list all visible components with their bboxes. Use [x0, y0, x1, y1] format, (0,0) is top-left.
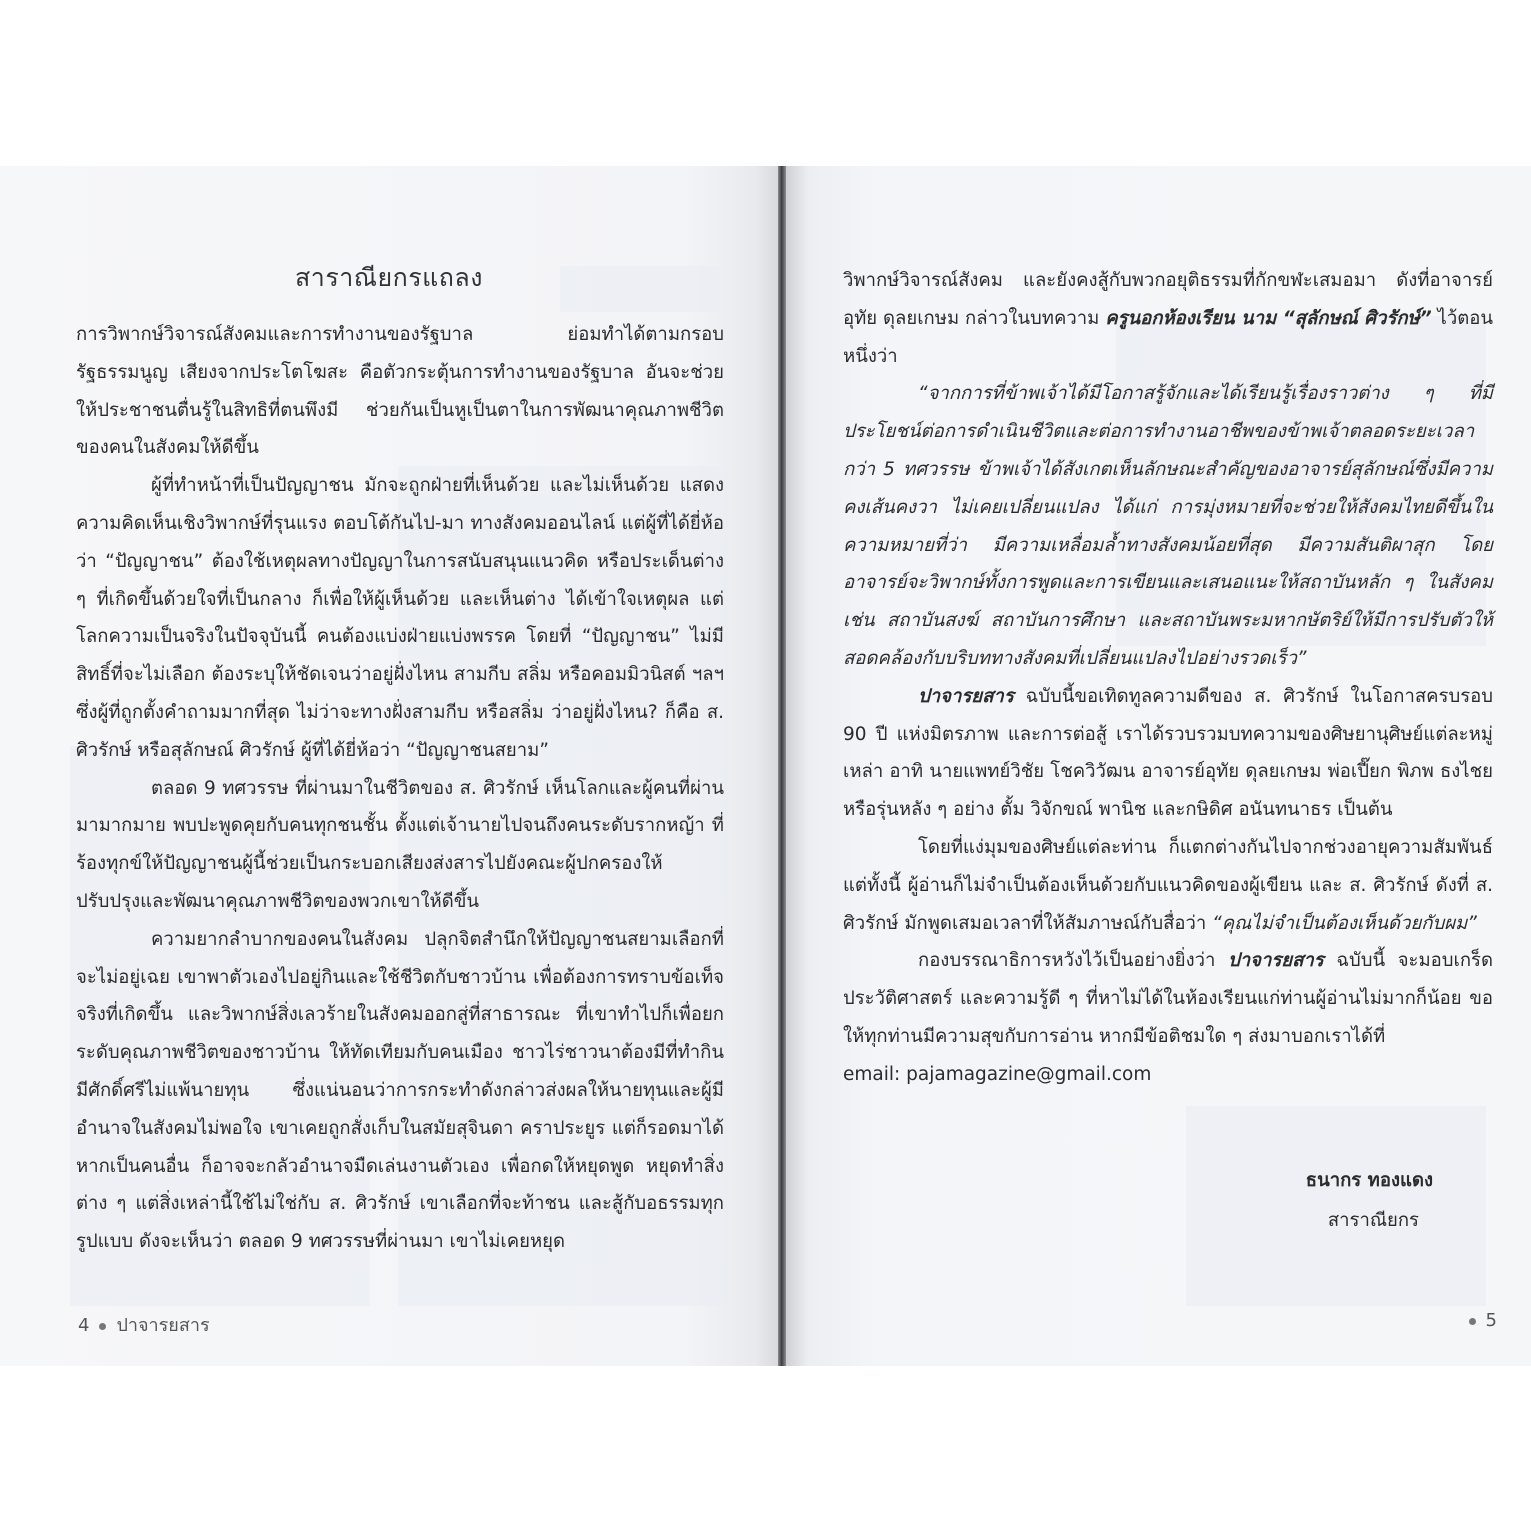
bullet-dot-icon — [1469, 1318, 1476, 1325]
magazine-name: ปาจารยสาร — [1227, 950, 1324, 972]
folio-left — [78, 1310, 210, 1339]
bullet-dot-icon — [99, 1323, 106, 1330]
text-run: กองบรรณาธิการหวังไว้เป็นอย่างยิ่งว่า — [918, 950, 1228, 972]
quote-run: “คุณไม่จำเป็นต้องเห็นด้วยกับผม” — [1212, 912, 1477, 934]
text-run: ฉบับนี้ จะมอบเกร็ดประวัติศาสตร์ และความรู้ดี ๆ ที่หาไม่ได้ในห้องเรียนแก่ท่านผู้อ่านไม่มากก็น้อย ขอให้ทุกท่านมีความสุขกับการอ่าน หากมีข้อติชมใด ๆ ส่งมาบอกเราได้ที่ — [843, 950, 1493, 1047]
signature-role: สาราณียกร — [1327, 1210, 1419, 1231]
magazine-name: ปาจารยสาร — [918, 685, 1014, 707]
paragraph: การวิพากษ์วิจารณ์สังคมและการทำงานของรัฐบาล ย่อมทำได้ตามกรอบรัฐธรรมนูญ เสียงจากประโตโฆสะ คือตัวกระตุ้นการทำงานของรัฐบาล อันจะช่วยให้ประชาชนตื่นรู้ในสิทธิที่ตนพึงมี ช่วยกันเป็นหูเป็นตาในการพัฒนาคุณภาพชีวิตของคนในสังคมให้ดีขึ้น — [76, 324, 724, 459]
right-page — [786, 166, 1531, 1366]
left-page — [0, 166, 778, 1366]
article-title: ครูนอกห้องเรียน นาม “สุลักษณ์ ศิวรักษ์” — [1105, 307, 1432, 329]
book-spread — [0, 166, 1531, 1366]
paragraph — [843, 262, 1493, 375]
page-number: 5 — [1485, 1310, 1497, 1331]
text-run: ฉบับนี้ขอเทิดทูลความดีของ ส. ศิวรักษ์ ในโอกาสครบรอบ 90 ปี แห่งมิตรภาพ และการต่อสู้ เราได้รวบรวมบทความของศิษยานุศิษย์แต่ละหมู่เหล่า อาทิ นายแพทย์วิชัย โชควิวัฒน อาจารย์อุทัย ดุลยเกษม พ่อเปี๊ยก พิภพ ธงไชย หรือรุ่นหลัง ๆ อย่าง ตั้ม วิจักขณ์ พานิช และกษิดิศ อนันทนาธร เป็นต้น — [843, 685, 1493, 821]
text-run: ไว้ตอนหนึ่งว่า — [843, 307, 1493, 367]
left-body-text — [76, 316, 724, 1261]
text-run: วิพากษ์วิจารณ์สังคม และยังคงสู้กับพวกอยุติธรรมที่กักขฬะเสมอมา ดังที่อาจารย์อุทัย ดุลยเกษม กล่าวในบทความ — [843, 270, 1493, 329]
page-title: สาราณียกรแถลง — [295, 263, 483, 292]
text-run: โดยที่แง่มุมของศิษย์แต่ละท่าน ก็แตกต่างกันไปจากช่วงอายุความสัมพันธ์ แต่ทั้งนี้ ผู้อ่านก็ไม่จำเป็นต้องเห็นด้วยกับแนวคิดของผู้เขียน และ ส. ศิวรักษ์ ดังที่ ส. ศิวรักษ์ มักพูดเสมอเวลาที่ให้สัมภาษณ์กับสื่อว่า — [843, 836, 1493, 934]
paragraph: ตลอด 9 ทศวรรษ ที่ผ่านมาในชีวิตของ ส. ศิวรักษ์ เห็นโลกและผู้คนที่ผ่านมามากมาย พบปะพูดคุยกับคนทุกชนชั้น ตั้งแต่เจ้านายไปจนถึงคนระดับรากหญ้า ที่ร้องทุกข์ให้ปัญญาชนผู้นี้ช่วยเป็นกระบอกเสียงส่งสารไปยังคณะผู้ปกครองให้ปรับปรุงและพัฒนาคุณภาพชีวิตของพวกเขาให้ดีขึ้น — [76, 777, 724, 912]
book-gutter — [778, 166, 786, 1366]
paragraph — [843, 942, 1493, 1055]
paragraph: ความยากลำบากของคนในสังคม ปลุกจิตสำนึกให้ปัญญาชนสยามเลือกที่จะไม่อยู่เฉย เขาพาตัวเองไปอยู่กินและใช้ชีวิตกับชาวบ้าน เพื่อต้องการทราบข้อเท็จจริงที่เกิดขึ้น และวิพากษ์สิ่งเลวร้ายในสังคมออกสู่ที่สาธารณะ ที่เขาทำไปก็เพื่อยกระดับคุณภาพชีวิตของชาวบ้าน ให้ทัดเทียมกับคนเมือง ชาวไร่ชาวนาต้องมีที่ทำกิน มีศักดิ์ศรีไม่แพ้นายทุน ซึ่งแน่นอนว่าการกระทำดังกล่าวส่งผลให้นายทุนและผู้มีอำนาจในสังคมไม่พอใจ เขาเคยถูกสั่งเก็บในสมัยสุจินดา คราประยูร แต่ก็รอดมาได้ หากเป็นคนอื่น ก็อาจจะกลัวอำนาจมืดเล่นงานตัวเอง เพื่อกดให้หยุดพูด หยุดทำสิ่งต่าง ๆ แต่สิ่งเหล่านี้ใช้ไม่ใช่กับ ส. ศิวรักษ์ เขาเลือกที่จะท้าชน และสู้กับอธรรมทุกรูปแบบ ดังจะเห็นว่า ตลอด 9 ทศวรรษที่ผ่านมา เขาไม่เคยหยุด — [76, 928, 724, 1253]
signature-name: ธนากร ทองแดง — [1305, 1170, 1433, 1191]
paragraph — [843, 829, 1493, 942]
folio-right — [1459, 1310, 1497, 1331]
block-quote: “จากการที่ข้าพเจ้าได้มีโอกาสรู้จักและได้เรียนรู้เรื่องราวต่าง ๆ ที่มีประโยชน์ต่อการดำเนินชีวิตและต่อการทำงานอาชีพของข้าพเจ้าตลอดระยะเวลากว่า 5 ทศวรรษ ข้าพเจ้าได้สังเกตเห็นลักษณะสำคัญของอาจารย์สุลักษณ์ซึ่งมีความคงเส้นคงวา ไม่เคยเปลี่ยนแปลง ได้แก่ การมุ่งหมายที่จะช่วยให้สังคมไทยดีขึ้นในความหมายที่ว่า มีความเหลื่อมล้ำทางสังคมน้อยที่สุด มีความสันติผาสุก โดยอาจารย์จะวิพากษ์ทั้งการพูดและการเขียนและเสนอแนะให้สถาบันหลัก ๆ ในสังคม เช่น สถาบันสงฆ์ สถาบันการศึกษา และสถาบันพระมหากษัตริย์ให้มีการปรับตัวให้สอดคล้องกับบริบททางสังคมที่เปลี่ยนแปลงไปอย่างรวดเร็ว” — [843, 383, 1493, 669]
paragraph — [843, 678, 1493, 829]
page-number: 4 — [78, 1315, 90, 1336]
paragraph: ผู้ที่ทำหน้าที่เป็นปัญญาชน มักจะถูกฝ่ายที่เห็นด้วย และไม่เห็นด้วย แสดงความคิดเห็นเชิงวิพากษ์ที่รุนแรง ตอบโต้กันไป-มา ทางสังคมออนไลน์ แต่ผู้ที่ได้ยี่ห้อว่า “ปัญญาชน” ต้องใช้เหตุผลทางปัญญาในการสนับสนุนแนวคิด หรือประเด็นต่าง ๆ ที่เกิดขึ้นด้วยใจที่เป็นกลาง ก็เพื่อให้ผู้เห็นด้วย และเห็นต่าง ได้เข้าใจเหตุผล แต่โลกความเป็นจริงในปัจจุบันนี้ คนต้องแบ่งฝ่ายแบ่งพรรค โดยที่ “ปัญญาชน” ไม่มีสิทธิ์ที่จะไม่เลือก ต้องระบุให้ชัดเจนว่าอยู่ฝั่งไหน สามกีบ สลิ่ม หรือคอมมิวนิสต์ ฯลฯ ซึ่งผู้ที่ถูกตั้งคำถามมากที่สุด ไม่ว่าจะทางฝั่งสามกีบ หรือสลิ่ม ว่าอยู่ฝั่งไหน? ก็คือ ส. ศิวรักษ์ หรือสุลักษณ์ ศิวรักษ์ ผู้ที่ได้ยี่ห้อว่า “ปัญญาชนสยาม” — [76, 475, 724, 761]
running-title: ปาจารยสาร — [116, 1315, 210, 1336]
email-line: email: pajamagazine@gmail.com — [843, 1063, 1152, 1085]
right-body-text — [843, 262, 1493, 1094]
